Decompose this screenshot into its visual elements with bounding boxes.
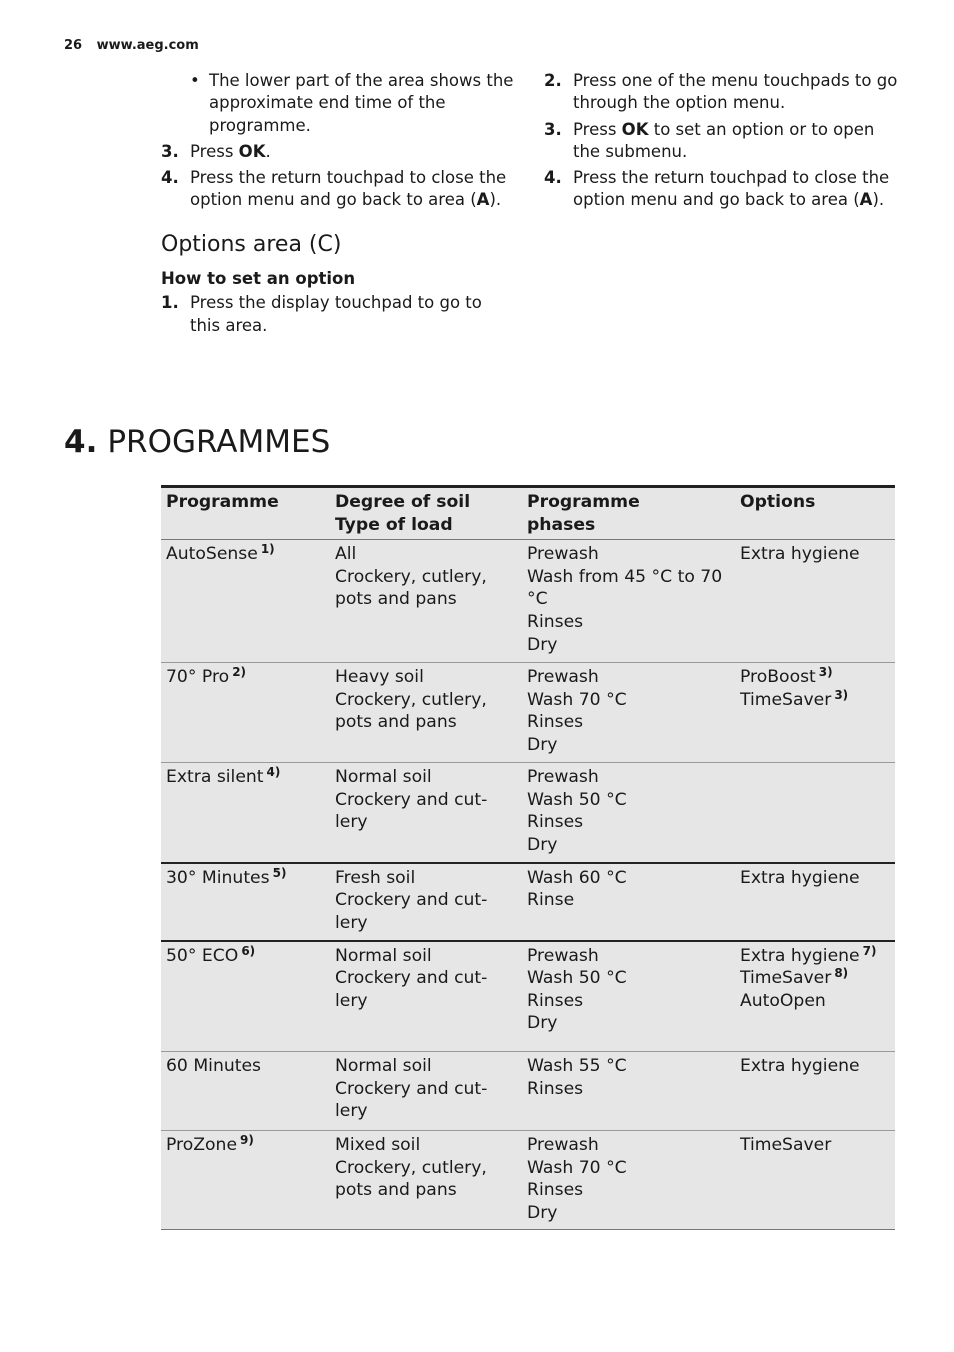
options-cell (735, 1131, 895, 1230)
chapter-title (64, 424, 330, 460)
soil-degree: Mixed soil (335, 1135, 421, 1156)
soil-degree: All (335, 544, 357, 565)
soil-cell (330, 1131, 522, 1230)
step-keyword: A (476, 190, 490, 210)
table-row (161, 663, 895, 763)
header-soil (330, 487, 522, 540)
phase-item: Dry (527, 634, 558, 655)
chapter-number: 4. (64, 424, 98, 460)
option-name: Extra hygiene (740, 1056, 860, 1077)
right-steps-list (544, 70, 904, 212)
programme-cell (161, 1052, 330, 1131)
step-text: Press (573, 119, 622, 139)
phases-cell (522, 863, 735, 941)
footnote-ref: 9) (240, 1133, 254, 1148)
step-keyword: A (859, 190, 873, 210)
option-item (740, 1055, 890, 1078)
soil-cell (330, 763, 522, 863)
table-row (161, 941, 895, 1052)
step-item (544, 119, 904, 164)
soil-cell (330, 663, 522, 763)
programme-name: 60 Minutes (166, 1056, 261, 1077)
footnote-ref: 7) (862, 943, 877, 958)
phase-item: Dry (527, 1202, 558, 1223)
load-type: Crockery, cutlery, pots and pans (335, 689, 487, 733)
step-number: 3. (161, 141, 179, 161)
phase-item: Wash from 45 °C to 70 °C (527, 566, 723, 610)
phase-item: Dry (527, 1013, 558, 1034)
programme-cell (161, 540, 330, 663)
step-text: Press (190, 141, 239, 161)
load-type: Crockery and cut-lery (335, 1078, 488, 1122)
soil-degree: Normal soil (335, 945, 432, 966)
table-row (161, 1052, 895, 1131)
phase-item: Prewash (527, 1135, 599, 1156)
phases-cell (522, 1052, 735, 1131)
options-cell (735, 763, 895, 863)
chapter-name: PROGRAMMES (107, 424, 331, 460)
footnote-ref: 3) (834, 687, 849, 702)
programme-cell (161, 941, 330, 1052)
step-text: Press the display touchpad to go to this area. (190, 293, 482, 335)
left-steps-list (161, 141, 516, 212)
phase-item: Rinses (527, 712, 584, 733)
phase-item: Wash 70 °C (527, 1157, 627, 1178)
option-name: TimeSaver (740, 689, 832, 710)
sub-steps-list (161, 292, 516, 337)
load-type: Crockery and cut-lery (335, 890, 488, 933)
phase-item: Dry (527, 734, 558, 755)
soil-cell (330, 1052, 522, 1131)
step-number: 4. (161, 168, 179, 188)
options-cell (735, 863, 895, 941)
table-row (161, 1131, 895, 1230)
programme-name: AutoSense (166, 544, 258, 565)
site-url: www.aeg.com (96, 38, 199, 53)
option-name: AutoOpen (740, 990, 826, 1011)
soil-cell (330, 941, 522, 1052)
page-number: 26 (64, 38, 83, 53)
table-row (161, 863, 895, 941)
footnote-ref: 8) (834, 966, 849, 981)
soil-degree: Heavy soil (335, 667, 424, 688)
load-type: Crockery, cutlery, pots and pans (335, 566, 487, 610)
options-cell (735, 1052, 895, 1131)
option-item (740, 666, 890, 689)
programme-name: ProZone (166, 1135, 238, 1156)
header-phases-label: Programme (527, 492, 640, 512)
option-item (740, 543, 890, 566)
step-text-end: ). (489, 190, 502, 210)
load-type: Crockery and cut-lery (335, 789, 488, 833)
step-text: Press one of the menu touchpads to go through the option menu. (573, 71, 898, 113)
programme-name: 50° ECO (166, 945, 239, 966)
table-header-row (161, 487, 895, 540)
phase-item: Rinse (527, 890, 575, 911)
phase-item: Wash 70 °C (527, 689, 627, 710)
phase-item: Wash 50 °C (527, 789, 627, 810)
options-cell (735, 540, 895, 663)
options-cell (735, 663, 895, 763)
phase-item: Prewash (527, 544, 599, 565)
programme-cell (161, 863, 330, 941)
footnote-ref: 1) (260, 542, 275, 557)
phase-item: Wash 55 °C (527, 1056, 627, 1077)
option-item (740, 867, 890, 890)
option-name: TimeSaver (740, 968, 832, 989)
step-number: 2. (544, 71, 562, 90)
subsection-title: How to set an option (161, 269, 356, 289)
step-item (544, 167, 904, 212)
option-name: ProBoost (740, 667, 816, 688)
phase-item: Rinses (527, 1078, 584, 1099)
option-item (740, 689, 890, 712)
page-header (64, 38, 199, 53)
header-programme-label: Programme (166, 492, 279, 512)
option-item (740, 1134, 890, 1157)
table-row (161, 540, 895, 663)
programme-cell (161, 763, 330, 863)
step-text-end: to set an option or to open the submenu. (573, 119, 875, 161)
phases-cell (522, 941, 735, 1052)
programme-cell (161, 663, 330, 763)
phase-item: Dry (527, 834, 558, 855)
table-row (161, 763, 895, 863)
phases-cell (522, 540, 735, 663)
programme-name: Extra silent (166, 767, 264, 788)
header-soil-label: Degree of soil (335, 492, 471, 512)
option-item (740, 990, 890, 1013)
phase-item: Prewash (527, 945, 599, 966)
header-options (735, 487, 895, 540)
option-name: Extra hygiene (740, 544, 860, 565)
soil-degree: Normal soil (335, 767, 432, 788)
phase-item: Rinses (527, 812, 584, 833)
header-load-label: Type of load (335, 514, 453, 535)
step-number: 1. (161, 293, 179, 313)
step-keyword: OK (621, 119, 649, 139)
programme-cell (161, 1131, 330, 1230)
phase-item: Rinses (527, 611, 584, 632)
step-item (161, 167, 516, 212)
options-cell (735, 941, 895, 1052)
header-phases (522, 487, 735, 540)
soil-degree: Fresh soil (335, 867, 416, 888)
table-body (161, 540, 895, 1230)
phases-cell (522, 1131, 735, 1230)
header-phases-label-2: phases (527, 514, 596, 535)
footnote-ref: 5) (272, 865, 287, 880)
phase-item: Wash 60 °C (527, 867, 627, 888)
soil-cell (330, 540, 522, 663)
step-number: 4. (544, 168, 562, 188)
step-number: 3. (544, 119, 562, 139)
phase-item: Prewash (527, 767, 599, 788)
option-name: Extra hygiene (740, 945, 860, 966)
bullet-item (161, 70, 516, 137)
phase-item: Rinses (527, 1180, 584, 1201)
step-item (161, 141, 516, 163)
phase-item: Wash 50 °C (527, 968, 627, 989)
footnote-ref: 6) (241, 943, 256, 958)
step-text-end: ). (872, 190, 885, 210)
step-text: Press the return touchpad to close the option menu and go back to area ( (573, 168, 890, 210)
step-item (544, 70, 904, 115)
load-type: Crockery, cutlery, pots and pans (335, 1157, 487, 1201)
option-item (740, 967, 890, 990)
phases-cell (522, 663, 735, 763)
phase-item: Prewash (527, 667, 599, 688)
option-item (740, 945, 890, 968)
right-column (544, 70, 904, 216)
header-programme (161, 487, 330, 540)
soil-cell (330, 863, 522, 941)
footnote-ref: 2) (232, 665, 247, 680)
footnote-ref: 3) (818, 665, 833, 680)
programmes-table (161, 485, 895, 1230)
phases-cell (522, 763, 735, 863)
programme-name: 70° Pro (166, 667, 230, 688)
phase-item: Rinses (527, 990, 584, 1011)
section-title: Options area (C) (161, 231, 342, 257)
bullet-text: The lower part of the area shows the approximate end time of the programme. (209, 71, 514, 135)
option-name: TimeSaver (740, 1135, 832, 1156)
step-text-end: . (265, 141, 271, 161)
load-type: Crockery and cut-lery (335, 968, 488, 1011)
option-name: Extra hygiene (740, 867, 860, 888)
step-keyword: OK (238, 141, 266, 161)
programme-name: 30° Minutes (166, 867, 270, 888)
bullet-dot: • (190, 71, 200, 90)
step-text: Press the return touchpad to close the option menu and go back to area ( (190, 168, 507, 210)
footnote-ref: 4) (266, 765, 281, 780)
step-item (161, 292, 516, 337)
header-options-label: Options (740, 492, 816, 512)
left-column (161, 70, 516, 341)
soil-degree: Normal soil (335, 1056, 432, 1077)
